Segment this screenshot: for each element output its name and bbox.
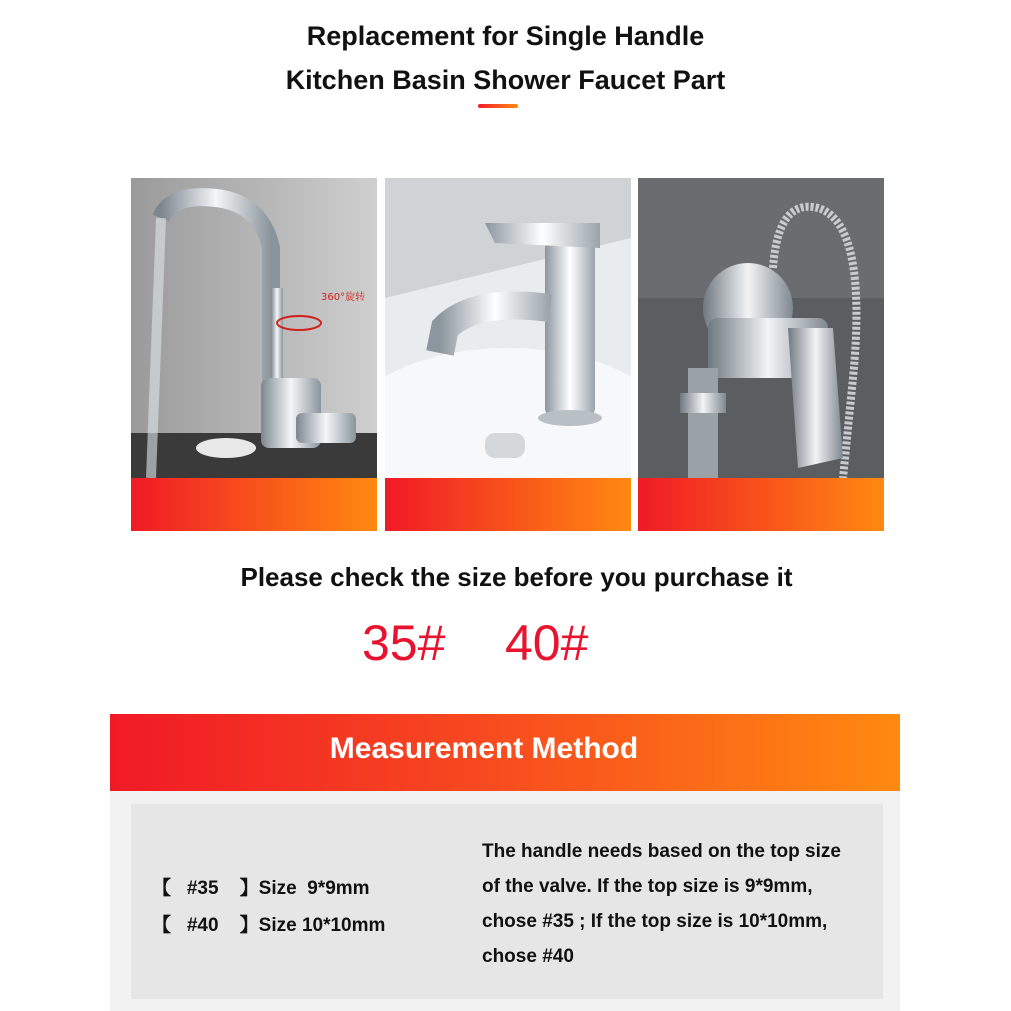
basin-faucet-photo	[385, 178, 631, 531]
size-code-35: 35#	[362, 615, 446, 671]
rotation-annotation: 360°旋转	[321, 292, 366, 303]
size-code-40: 40#	[505, 615, 589, 671]
size-row-35: 【 #35 】Size 9*9mm	[152, 878, 370, 899]
size-check-notice: Please check the size before you purchase it	[240, 562, 793, 592]
measurement-banner	[110, 714, 900, 791]
shower-valve-photo	[638, 178, 884, 531]
description-line: The handle needs based on the top size	[482, 841, 841, 862]
description-line: of the valve. If the top size is 9*9mm,	[482, 876, 813, 897]
page-title-line2: Kitchen Basin Shower Faucet Part	[285, 65, 726, 95]
title-underline	[478, 104, 518, 108]
page-title-line1: Replacement for Single Handle	[306, 21, 705, 51]
description-line: chose #35 ; If the top size is 10*10mm,	[482, 911, 828, 932]
size-row-40: 【 #40 】Size 10*10mm	[152, 915, 386, 936]
kitchen-faucet-photo	[131, 178, 377, 531]
description-line: chose #40	[482, 946, 574, 967]
measurement-panel	[131, 804, 883, 999]
measurement-banner-label: Measurement Method	[329, 732, 639, 765]
